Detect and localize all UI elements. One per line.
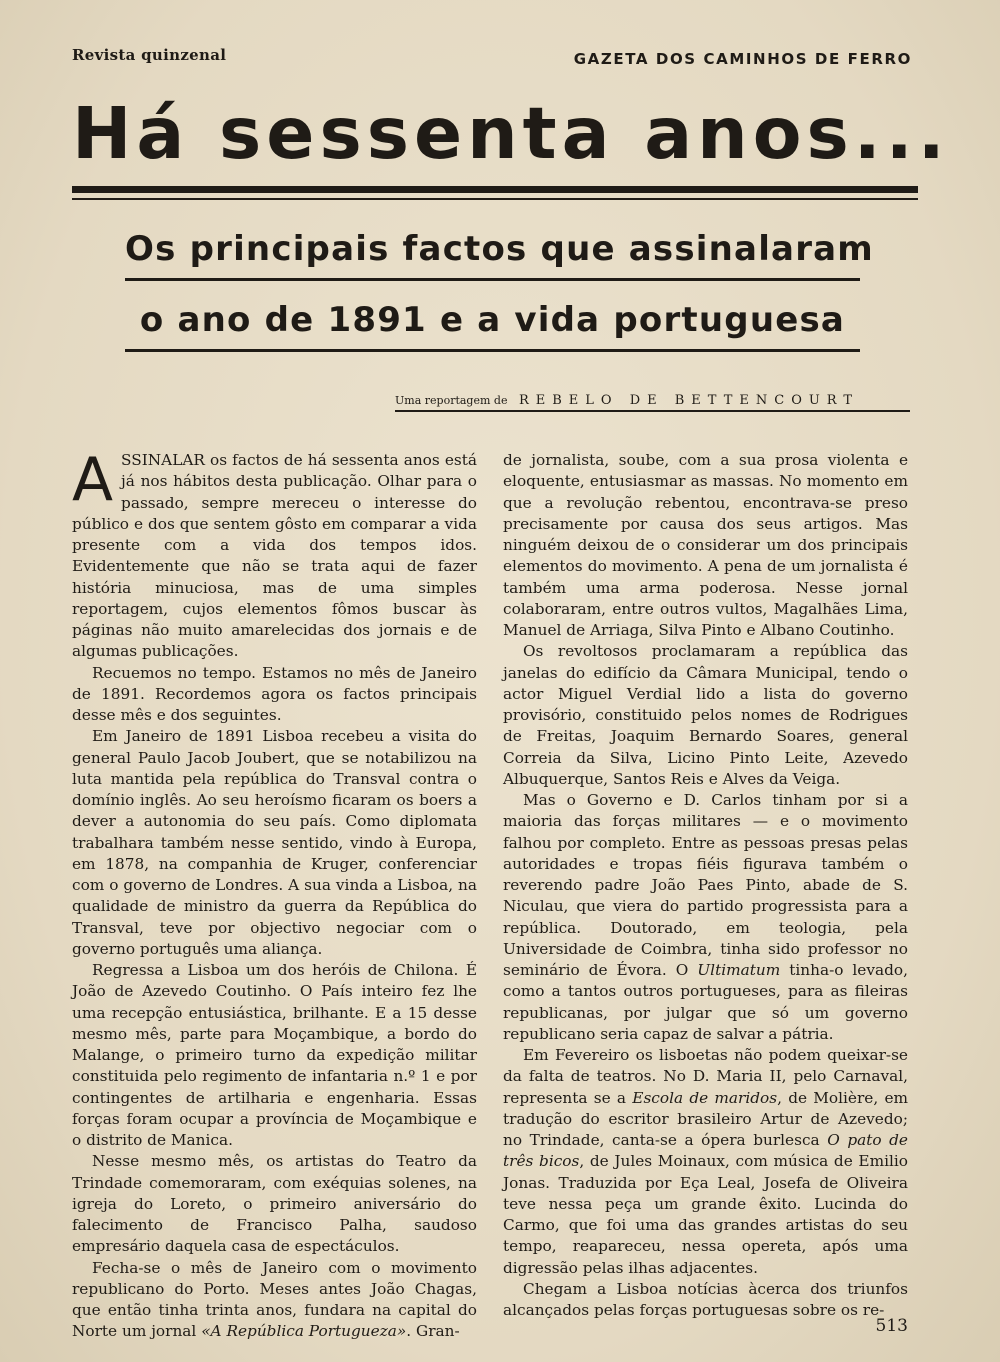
subtitle-line-2: o ano de 1891 e a vida portuguesa: [139, 300, 846, 340]
paragraph: [503, 1045, 908, 1279]
header-journal-name: GAZETA DOS CAMINHOS DE FERRO: [573, 50, 912, 68]
byline-author: REBELO DE BETTENCOURT: [518, 393, 860, 408]
journal-title: «A República Portugueza»: [201, 1322, 407, 1341]
byline: [395, 393, 910, 408]
play-title: Escola de maridos: [632, 1088, 778, 1107]
paragraph-text: . Gran-: [406, 1322, 460, 1341]
page-number: 513: [875, 1316, 908, 1336]
subtitle-underline-2: [125, 349, 860, 352]
header-publication-frequency: Revista quinzenal: [72, 46, 227, 64]
paragraph-text: Em Fevereiro os lisboetas não podem queixar-se da falta de teatros. No D. Maria II, pelo Carnaval, representa se a: [503, 1046, 908, 1107]
paragraph: Recuemos no tempo. Estamos no mês de Janeiro de 1891. Recordemos agora os factos principais desse mês e dos seguintes.: [72, 663, 477, 724]
paragraph: de jornalista, soube, com a sua prosa violenta e eloquente, entusiasmar as massas. No momento em que a revolução rebentou, encontrava-se preso precisamente por causa dos seus artigos. Mas ninguém deixou de o considerar um dos principais elementos do movimento. A pena de um jornalista é também uma arma poderosa. Nesse jornal colaboraram, entre outros vultos, Magalhães Lima, Manuel de Arriaga, Silva Pinto e Albano Coutinho.: [503, 451, 908, 639]
paragraph: Os revoltosos proclamaram a república das janelas do edifício da Câmara Municipal, tendo o actor Miguel Verdial lido a lista do governo provisório, constituido pelos nomes de Rodrigues de Freitas, Joaquim Bernardo Soares, general Correia da Silva, Licino Pinto Leite, Azevedo Albuquerque, Santos Reis e Alves da Veiga.: [503, 642, 908, 788]
opera-title: O pato de três bicos: [503, 1131, 908, 1171]
article-column-2: [503, 450, 908, 1321]
article-title: Há sessenta anos...: [72, 92, 950, 175]
paragraph-text: , de Molière, em tradução do escritor brasileiro Artur de Azevedo; no Trindade, canta-se a ópera burlesca: [503, 1088, 909, 1149]
paragraph-text: Fecha-se o mês de Janeiro com o movimento republicano do Porto. Meses antes João Chagas, que então tinha trinta anos, fundara na capital do Norte um jornal: [72, 1258, 477, 1341]
paragraph-text: SSINALAR os factos de há sessenta anos está já nos hábitos desta publicação. Olhar para o passado, sempre mereceu o interesse do público e dos que sentem gôsto em comparar a vida presente com a vida dos tempos idos. Evidentemente que não se trata aqui de fazer história minuciosa, mas de uma simples reportagem, cujos elementos fômos buscar às páginas não muito amarelecidas dos jornais e de algumas publicações.: [72, 451, 477, 661]
article-column-1: [72, 445, 477, 1343]
paragraph-text: Mas o Governo e D. Carlos tinham por si a maioria das forças militares — e o movimento falhou por completo. Entre as pessoas presas pelas autoridades e tropas fiéis figurava também o reverendo padre João Paes Pinto, abade de S. Niculau, que viera do partido progressista para a república. Doutorado, em teologia, pela Universidade de Coimbra, tinha sido professor no seminário de Évora. O: [503, 791, 908, 979]
paragraph-text: , de Jules Moinaux, com música de Emilio Jonas. Traduzida por Eça Leal, Josefa de Oliveira teve nessa peça um grande êxito. Lucinda do Carmo, que foi uma das grandes artistas do seu tempo, reapareceu, nessa opereta, após uma digressão pelas ilhas adjacentes.: [503, 1152, 908, 1277]
paragraph: [503, 790, 908, 1045]
paragraph: Nesse mesmo mês, os artistas do Teatro da Trindade comemoraram, com exéquias solenes, na igreja do Loreto, o primeiro aniversário do falecimento de Francisco Palha, saudoso empresário daquela casa de espectáculos.: [72, 1152, 477, 1256]
drop-cap: A: [72, 445, 114, 515]
paragraph: [72, 445, 477, 663]
paragraph: [72, 1258, 477, 1343]
title-rule-thick: [72, 186, 918, 193]
ultimatum-term: Ultimatum: [697, 961, 781, 979]
title-rule-thin: [72, 198, 918, 200]
byline-rule: [395, 410, 910, 412]
subtitle-underline-1: [125, 278, 860, 281]
paragraph: Em Janeiro de 1891 Lisboa recebeu a visita do general Paulo Jacob Joubert, que se notabilizou na luta mantida pela república do Transval contra o domínio inglês. Ao seu heroísmo ficaram os boers a dever a autonomia do seu país. Como diplomata trabalhara também nesse sentido, vindo à Europa, em 1878, na companhia de Kruger, conferenciar com o governo de Londres. A sua vinda a Lisboa, na qualidade de ministro da guerra da República do Transval, teve por objectivo negociar com o governo português uma aliança.: [72, 727, 477, 958]
paragraph-text: tinha-o levado, como a tantos outros portugueses, para as fileiras republicanas, por julgar que só um governo republicano seria capaz de salvar a pátria.: [503, 961, 908, 1043]
paragraph: Chegam a Lisboa notícias àcerca dos triunfos alcançados pelas forças portuguesas sobre os re-: [503, 1279, 908, 1319]
subtitle-line-1: Os principais factos que assinalaram: [125, 229, 874, 269]
paragraph: Regressa a Lisboa um dos heróis de Chilona. É João de Azevedo Coutinho. O País inteiro fez lhe uma recepção entusiástica, brilhante. E a 15 desse mesmo mês, parte para Moçambique, a bordo do Malange, o primeiro turno da expedição militar constituida pelo regimento de infantaria n.º 1 e por contingentes de artilharia e engenharia. Essas forças foram ocupar a província de Moçambique e o distrito de Manica.: [72, 961, 477, 1149]
byline-prefix: Uma reportagem de: [395, 394, 508, 407]
